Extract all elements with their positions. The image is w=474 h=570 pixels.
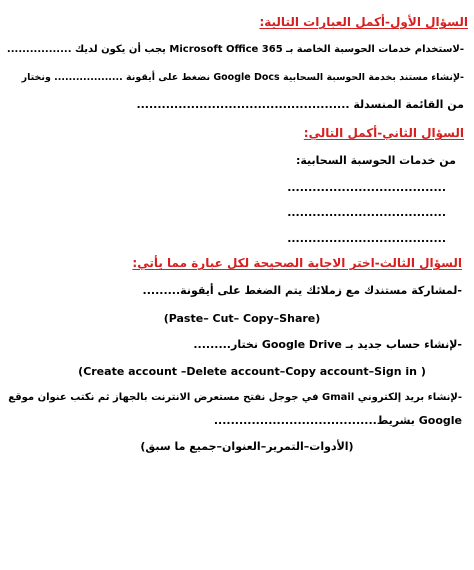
q2-heading: السؤال الثاني-أكمل التالي: bbox=[303, 126, 464, 140]
q3-item-1: -لمشاركة مستندك مع زملائك يتم الضغط على أيقونة......... bbox=[142, 284, 462, 297]
q3-item-3-line-1: -لإنشاء بريد إلكتروني Gmail في جوجل نفتح مستعرض الانترنت بالجهاز ثم نكتب عنوان موقع bbox=[8, 392, 462, 403]
q3-item-2: -لإنشاء حساب جديد بـ Google Drive نختار......... bbox=[193, 338, 462, 351]
q2-intro: من خدمات الحوسبة السحابية: bbox=[295, 154, 456, 167]
q1-line-2: -لإنشاء مستند بخدمة الحوسبة السحابية Google Docs نضغط على أيقونة ................... ونختار bbox=[21, 72, 464, 83]
q3-item-1-options: (Paste– Cut– Copy–Share) bbox=[163, 312, 321, 325]
q3-heading: السؤال الثالث-اختر الاجابة الصحيحة لكل عبارة مما يأتي: bbox=[132, 256, 462, 270]
q2-blank-1: ...................................... bbox=[287, 181, 446, 194]
q1-line-3: من القائمة المنسدلة ................................................... bbox=[136, 98, 464, 111]
q1-line-1: -لاستخدام خدمات الحوسبة الخاصة بـ Microsoft Office 365 يجب أن يكون لديك ................. bbox=[6, 44, 464, 55]
q1-heading: السؤال الأول-أكمل العبارات التالية: bbox=[259, 15, 468, 29]
q2-blank-2: ...................................... bbox=[287, 206, 446, 219]
q3-item-3-options: (الأدوات–التمرير–العنوان–جميع ما سبق) bbox=[140, 440, 354, 453]
q2-blank-3: ...................................... bbox=[287, 232, 446, 245]
q3-item-3-line-2: Google بشريط....................................... bbox=[213, 414, 462, 427]
q3-item-2-options: ( Create account –Delete account–Copy account–Sign in) bbox=[78, 365, 426, 378]
